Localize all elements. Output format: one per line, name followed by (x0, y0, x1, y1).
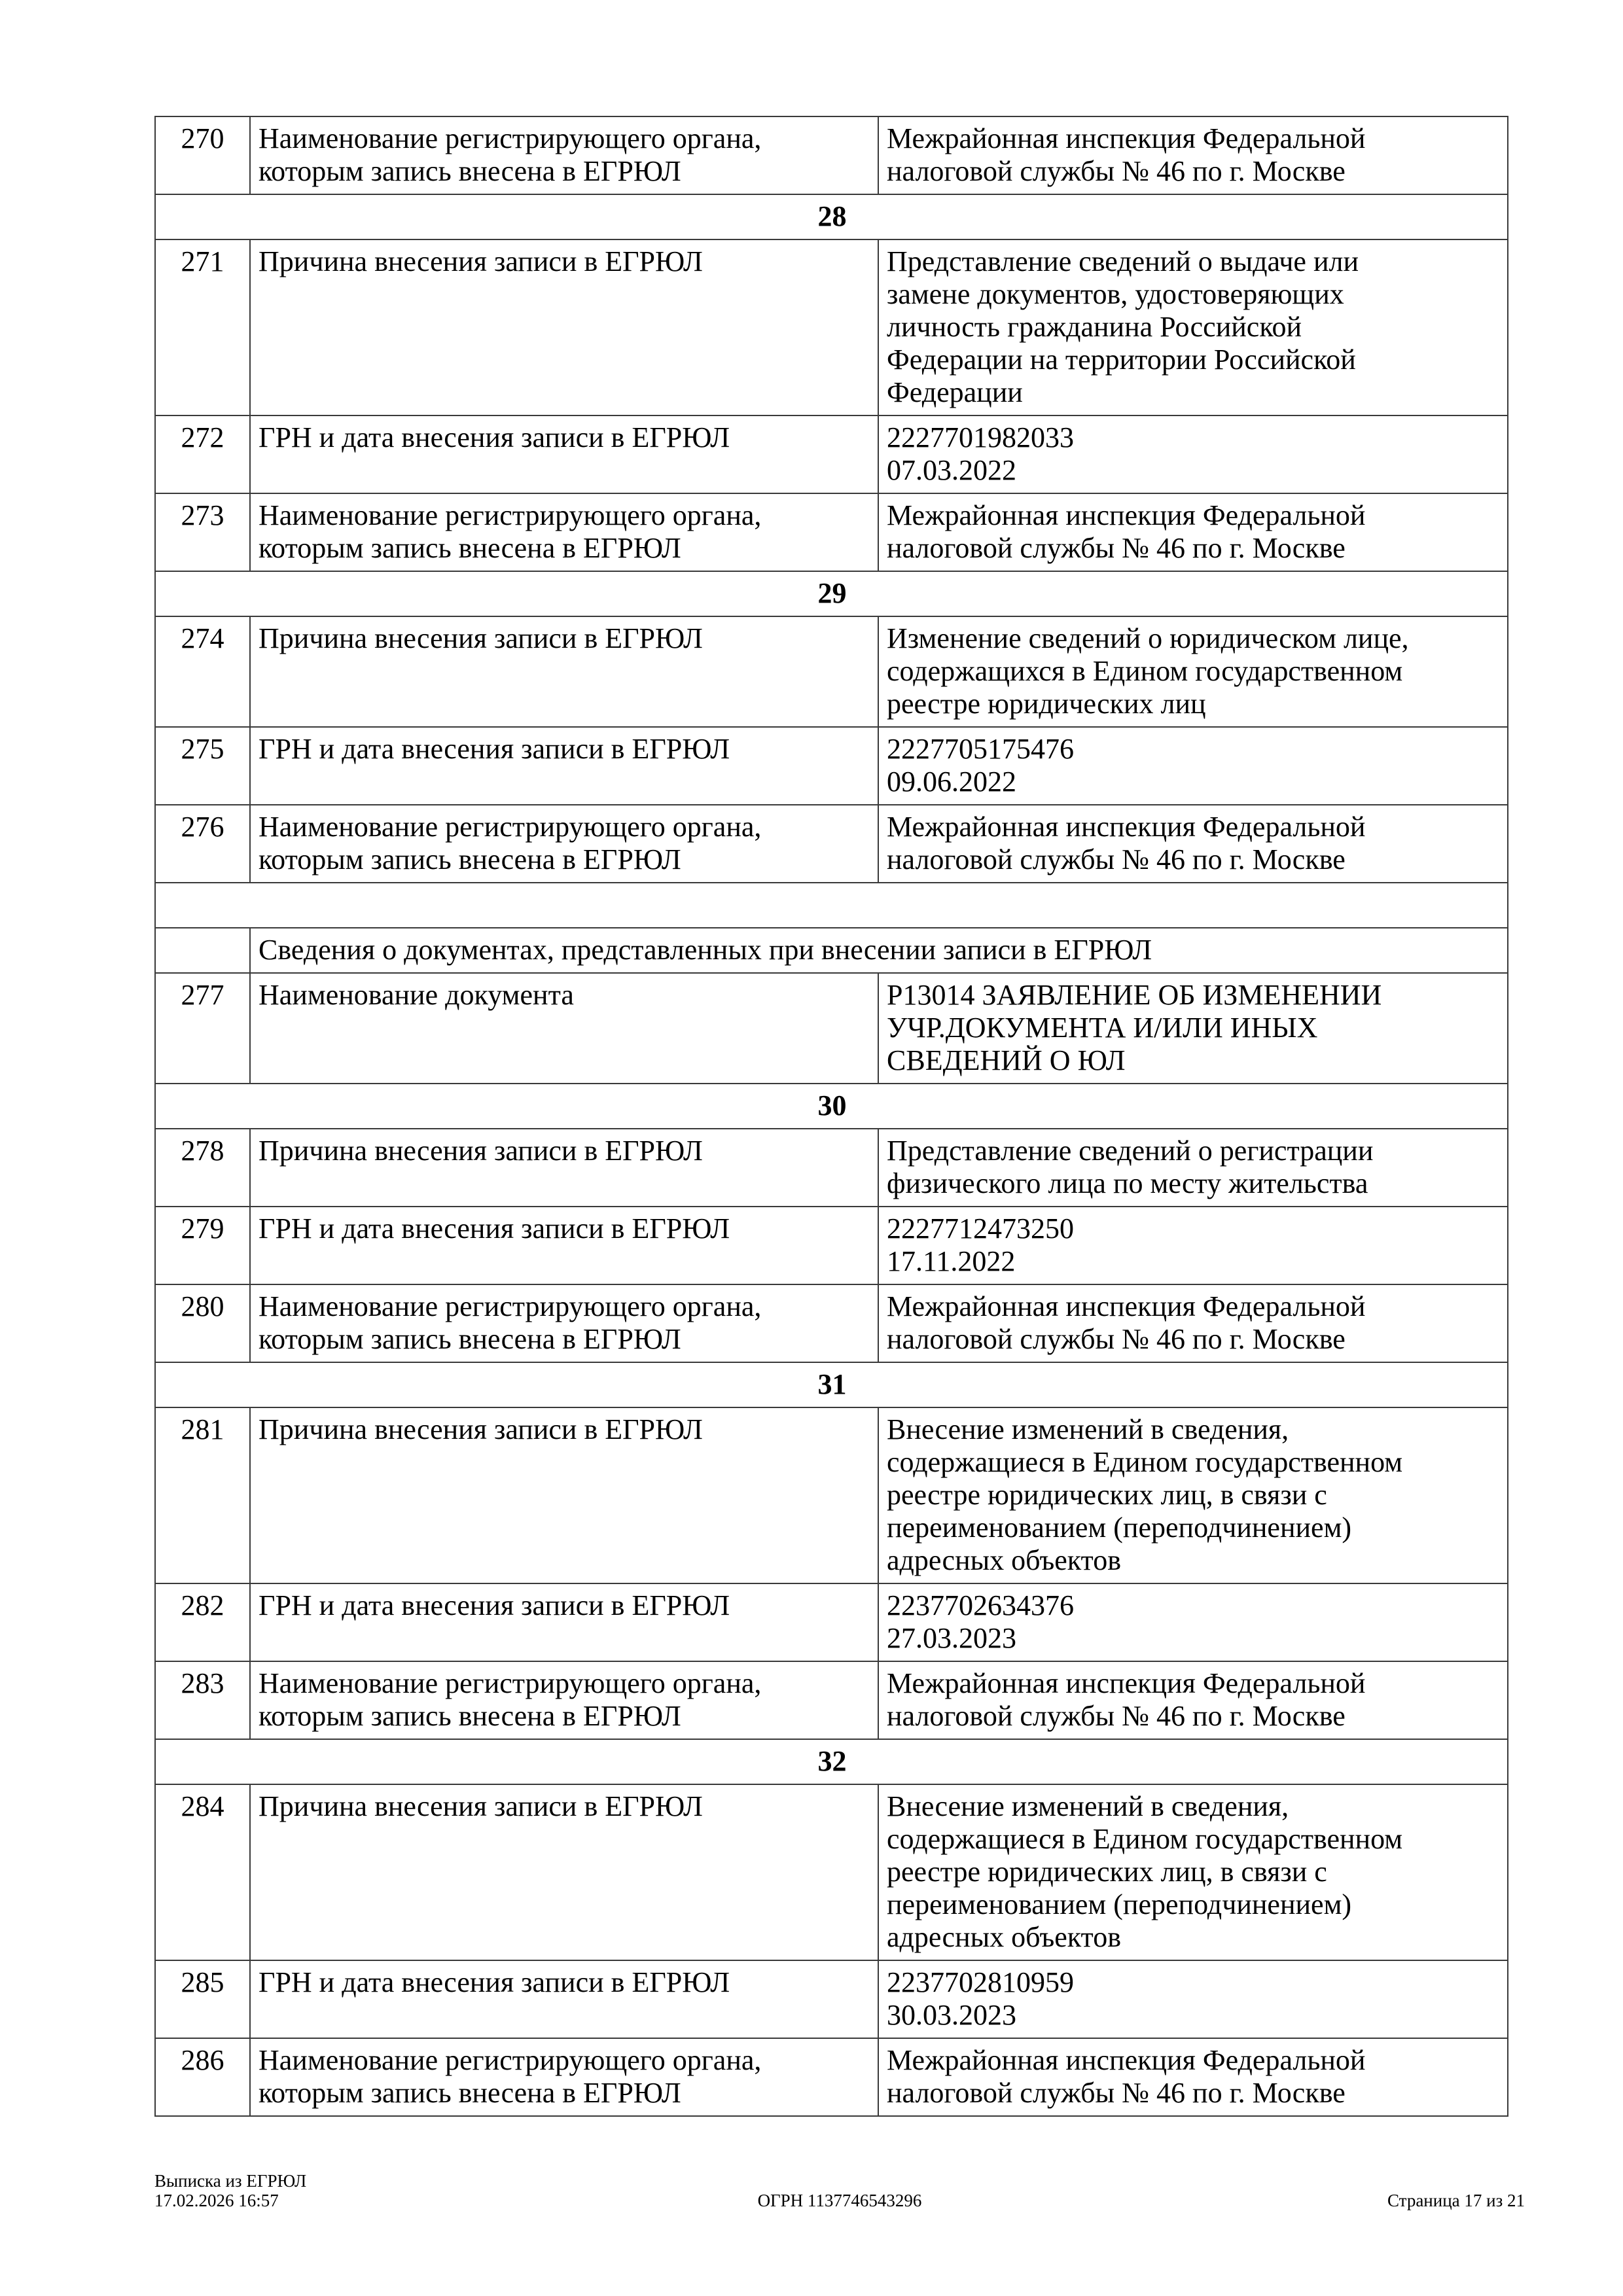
field-name-line: Наименование регистрирующего органа, (259, 1290, 762, 1322)
field-value-line: Межрайонная инспекция Федеральной (887, 1667, 1366, 1699)
field-value-line: 27.03.2023 (887, 1622, 1016, 1654)
row-number-cell (155, 928, 250, 973)
field-value-line: 07.03.2022 (887, 454, 1016, 486)
row-number: 286 (155, 2038, 250, 2116)
row-number: 276 (155, 805, 250, 883)
field-value (878, 415, 1508, 493)
section-number: 28 (155, 194, 1508, 239)
table-row (155, 2038, 1508, 2116)
field-value-line: переименованием (переподчинением) (887, 1511, 1352, 1544)
field-value-line: Межрайонная инспекция Федеральной (887, 811, 1366, 843)
field-name-line: Причина внесения записи в ЕГРЮЛ (259, 1135, 703, 1167)
field-value-line: замене документов, удостоверяющих (887, 278, 1344, 310)
field-name (250, 1284, 878, 1362)
field-value-line: Внесение изменений в сведения, (887, 1413, 1289, 1445)
field-value (878, 239, 1508, 415)
field-name-line: Причина внесения записи в ЕГРЮЛ (259, 622, 703, 654)
field-value-line: переименованием (переподчинением) (887, 1888, 1352, 1920)
table-row (155, 1407, 1508, 1583)
table-row (155, 727, 1508, 805)
table-row (155, 1784, 1508, 1960)
field-name-line: Наименование регистрирующего органа, (259, 122, 762, 154)
field-value-line: Федерации (887, 376, 1023, 408)
row-number: 280 (155, 1284, 250, 1362)
field-value-line: Изменение сведений о юридическом лице, (887, 622, 1409, 654)
field-value-line: Федерации на территории Российской (887, 344, 1356, 376)
table-row (155, 415, 1508, 493)
field-value-line: Межрайонная инспекция Федеральной (887, 122, 1366, 154)
field-name (250, 1407, 878, 1583)
field-name (250, 805, 878, 883)
row-number: 282 (155, 1583, 250, 1661)
field-value (878, 1583, 1508, 1661)
row-number: 273 (155, 493, 250, 571)
footer-generated-at: 17.02.2026 16:57 (154, 2191, 279, 2210)
field-value-line: физического лица по месту жительства (887, 1167, 1368, 1199)
field-name (250, 1661, 878, 1739)
section-number: 32 (155, 1739, 1508, 1784)
blank-cell (155, 883, 1508, 928)
field-value-line: содержащиеся в Едином государственном (887, 1446, 1403, 1478)
field-name-line: Причина внесения записи в ЕГРЮЛ (259, 1413, 703, 1445)
field-value (878, 1207, 1508, 1284)
field-name-line: которым запись внесена в ЕГРЮЛ (259, 1700, 681, 1732)
field-value-line: налоговой службы № 46 по г. Москве (887, 155, 1346, 187)
field-name (250, 1207, 878, 1284)
field-value-line: Межрайонная инспекция Федеральной (887, 2044, 1366, 2076)
field-value-line: Межрайонная инспекция Федеральной (887, 499, 1366, 531)
blank-row (155, 883, 1508, 928)
field-name (250, 1960, 878, 2038)
field-value-line: 2227712473250 (887, 1212, 1074, 1245)
field-value-line: реестре юридических лиц, в связи с (887, 1479, 1327, 1511)
section-number: 31 (155, 1362, 1508, 1407)
field-value-line: адресных объектов (887, 1921, 1121, 1953)
field-name-line: Причина внесения записи в ЕГРЮЛ (259, 245, 703, 277)
row-number: 285 (155, 1960, 250, 2038)
field-value-line: Представление сведений о регистрации (887, 1135, 1374, 1167)
field-value (878, 727, 1508, 805)
field-value-line: реестре юридических лиц (887, 688, 1206, 720)
field-value (878, 1661, 1508, 1739)
field-value-line: 2237702634376 (887, 1589, 1074, 1621)
field-value (878, 1784, 1508, 1960)
table-row (155, 973, 1508, 1084)
field-value-line: налоговой службы № 46 по г. Москве (887, 2077, 1346, 2109)
table-row (155, 1207, 1508, 1284)
field-name (250, 2038, 878, 2116)
field-name-line: ГРН и дата внесения записи в ЕГРЮЛ (259, 421, 730, 453)
field-value-line: 09.06.2022 (887, 766, 1016, 798)
field-name (250, 493, 878, 571)
field-value (878, 1129, 1508, 1207)
field-name (250, 1129, 878, 1207)
footer-ogrn: ОГРН 1137746543296 (757, 2191, 922, 2210)
row-number: 284 (155, 1784, 250, 1960)
field-value-line: Внесение изменений в сведения, (887, 1790, 1289, 1822)
field-name-line: Наименование регистрирующего органа, (259, 1667, 762, 1699)
table-row (155, 493, 1508, 571)
field-name (250, 727, 878, 805)
table-row (155, 239, 1508, 415)
field-value (878, 493, 1508, 571)
field-value-line: содержащиеся в Едином государственном (887, 1823, 1403, 1855)
field-name-line: которым запись внесена в ЕГРЮЛ (259, 155, 681, 187)
field-name-line: ГРН и дата внесения записи в ЕГРЮЛ (259, 733, 730, 765)
field-value (878, 1960, 1508, 2038)
field-value (878, 1407, 1508, 1583)
field-value (878, 1284, 1508, 1362)
row-number: 275 (155, 727, 250, 805)
row-number: 274 (155, 616, 250, 727)
table-row (155, 1129, 1508, 1207)
field-name-line: которым запись внесена в ЕГРЮЛ (259, 843, 681, 875)
field-value (878, 2038, 1508, 2116)
field-value-line: 30.03.2023 (887, 1999, 1016, 2031)
field-name-line: Наименование регистрирующего органа, (259, 2044, 762, 2076)
row-number: 278 (155, 1129, 250, 1207)
field-value-line: Представление сведений о выдаче или (887, 245, 1359, 277)
field-name (250, 616, 878, 727)
egrul-table-body (155, 116, 1508, 2116)
field-value-line: налоговой службы № 46 по г. Москве (887, 843, 1346, 875)
row-number: 271 (155, 239, 250, 415)
field-name-line: Наименование регистрирующего органа, (259, 811, 762, 843)
table-row (155, 116, 1508, 194)
subheader-label: Сведения о документах, представленных при внесении записи в ЕГРЮЛ (250, 928, 1508, 973)
row-number: 272 (155, 415, 250, 493)
field-name-line: Наименование документа (259, 979, 574, 1011)
field-value (878, 805, 1508, 883)
row-number: 277 (155, 973, 250, 1084)
egrul-extract-table (154, 116, 1508, 2117)
field-value-line: личность гражданина Российской (887, 311, 1302, 343)
field-name (250, 1583, 878, 1661)
section-header-row (155, 1362, 1508, 1407)
subheader-row (155, 928, 1508, 973)
field-name-line: которым запись внесена в ЕГРЮЛ (259, 1323, 681, 1355)
field-name (250, 239, 878, 415)
footer-page-number: Страница 17 из 21 (1387, 2191, 1525, 2210)
field-value-line: налоговой службы № 46 по г. Москве (887, 1323, 1346, 1355)
section-header-row (155, 194, 1508, 239)
field-name-line: ГРН и дата внесения записи в ЕГРЮЛ (259, 1589, 730, 1621)
field-value-line: УЧР.ДОКУМЕНТА И/ИЛИ ИНЫХ (887, 1012, 1318, 1044)
field-value-line: 2227701982033 (887, 421, 1074, 453)
field-name-line: которым запись внесена в ЕГРЮЛ (259, 532, 681, 564)
field-value-line: СВЕДЕНИЙ О ЮЛ (887, 1044, 1126, 1076)
field-value-line: налоговой службы № 46 по г. Москве (887, 1700, 1346, 1732)
field-value (878, 116, 1508, 194)
field-value-line: Межрайонная инспекция Федеральной (887, 1290, 1366, 1322)
field-name-line: ГРН и дата внесения записи в ЕГРЮЛ (259, 1212, 730, 1245)
field-name (250, 1784, 878, 1960)
table-row (155, 616, 1508, 727)
field-name-line: ГРН и дата внесения записи в ЕГРЮЛ (259, 1966, 730, 1998)
row-number: 270 (155, 116, 250, 194)
table-row (155, 1960, 1508, 2038)
row-number: 283 (155, 1661, 250, 1739)
table-row (155, 1284, 1508, 1362)
field-name-line: Причина внесения записи в ЕГРЮЛ (259, 1790, 703, 1822)
table-row (155, 1583, 1508, 1661)
field-name-line: Наименование регистрирующего органа, (259, 499, 762, 531)
row-number: 281 (155, 1407, 250, 1583)
section-header-row (155, 571, 1508, 616)
field-value-line: 17.11.2022 (887, 1245, 1016, 1277)
table-row (155, 805, 1508, 883)
field-name (250, 116, 878, 194)
field-value-line: 2237702810959 (887, 1966, 1074, 1998)
field-value-line: содержащихся в Едином государственном (887, 655, 1403, 687)
section-header-row (155, 1084, 1508, 1129)
field-name-line: которым запись внесена в ЕГРЮЛ (259, 2077, 681, 2109)
field-name (250, 973, 878, 1084)
field-value (878, 616, 1508, 727)
field-value (878, 973, 1508, 1084)
field-value-line: реестре юридических лиц, в связи с (887, 1856, 1327, 1888)
row-number: 279 (155, 1207, 250, 1284)
field-value-line: Р13014 ЗАЯВЛЕНИЕ ОБ ИЗМЕНЕНИИ (887, 979, 1382, 1011)
table-row (155, 1661, 1508, 1739)
footer-doc-title: Выписка из ЕГРЮЛ (154, 2171, 307, 2191)
field-name (250, 415, 878, 493)
field-value-line: адресных объектов (887, 1544, 1121, 1576)
field-value-line: 2227705175476 (887, 733, 1074, 765)
field-value-line: налоговой службы № 46 по г. Москве (887, 532, 1346, 564)
section-number: 30 (155, 1084, 1508, 1129)
section-number: 29 (155, 571, 1508, 616)
section-header-row (155, 1739, 1508, 1784)
